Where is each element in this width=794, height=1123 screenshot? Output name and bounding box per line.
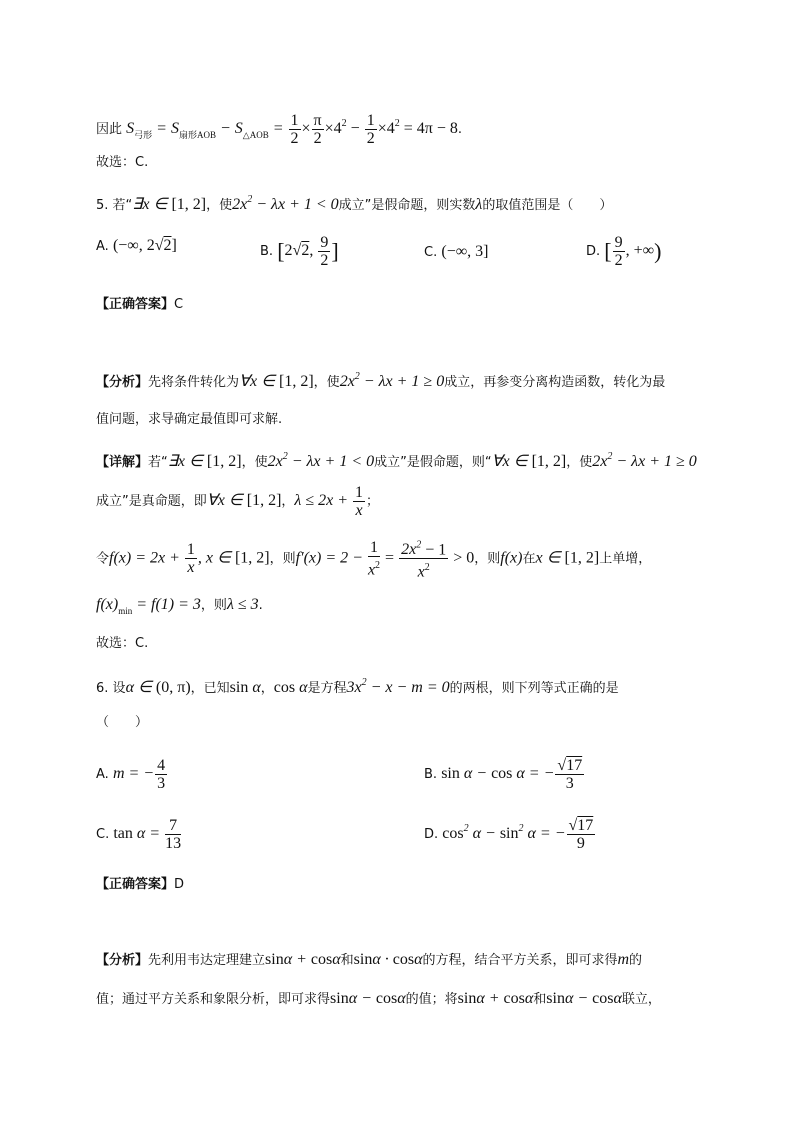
question-5: 5. 若“∃x ∈ [1, 2]，使$2x^2 - \lambda x + 1 < 0$成立”是假命题，则实数λ的取值范围是（ ）: [96, 194, 613, 213]
analysis-5-line2: 值问题，求导确定最值即可求解.: [96, 412, 283, 427]
q5-option-a: A. (−∞, 2√2]: [96, 237, 177, 254]
detail-5-line3: 令f(x) = 2x + $\frac{1}{x}$ , x ∈ [1, 2]，则f′(x) = 2 − $\frac{1}{x^2}$ = $\frac{2x^2 - 1}{x^2}$ > 0，则f(x)在x ∈ [1, 2]上单增，: [96, 537, 651, 581]
answer-6: 【正确答案】D: [96, 877, 185, 892]
q6-option-a: A. m = − $\frac{4}{3}$: [96, 757, 166, 792]
analysis-6-line1: 【分析】先利用韦达定理建立sinα + cosα和sinα · cosα的方程，结合平方关系，即可求得m的: [96, 951, 643, 968]
question-6: 6. 设α ∈ (0, π)，已知sin α，cos α是方程$3x^2 - x - m = 0$的两根，则下列等式正确的是: [96, 677, 619, 696]
choose-line-2: 故选：C.: [96, 636, 149, 651]
analysis-6-line2: 值；通过平方关系和象限分析，即可求得sinα − cosα的值；将sinα + cosα和sinα − cosα联立，: [96, 990, 661, 1007]
detail-5-line2: 成立”是真命题，即∀x ∈ [1, 2]，λ ≤ 2x + $\frac{1}{x}$ ；: [96, 484, 380, 519]
q6-option-c: C. tan α = $\frac{7}{13}$: [96, 817, 182, 852]
q5-option-c: C. (−∞, 3]: [424, 243, 489, 260]
choose-line: 故选：C.: [96, 155, 149, 170]
analysis-5-line1: 【分析】先将条件转化为∀x ∈ [1, 2]，使$2x^2 - \lambda x + 1 \ge 0$成立，再参变分离构造函数，转化为最: [96, 371, 666, 390]
question-6-bracket: （ ）: [96, 715, 149, 730]
answer-5: 【正确答案】C: [96, 297, 184, 312]
q5-option-b: B. [2√2, $\frac{9}{2}$ ]: [260, 234, 339, 269]
detail-5-line1: 【详解】若“∃x ∈ [1, 2]，使$2x^2 - \lambda x + 1 < 0$成立”是假命题，则“∀x ∈ [1, 2]，使$2x^2 - \lambda x + 1 \ge 0$: [96, 451, 697, 470]
q6-option-b: B. sin α − cos α = − $\frac{√17}{3}$: [424, 757, 583, 792]
detail-5-line4: $f(x)_{min} = f(1) = 3$，则λ ≤ 3.: [96, 596, 263, 616]
q5-option-d: D. [ $\frac{9}{2}$ , +∞): [586, 234, 662, 269]
q6-option-d: D. $\cos^2 \alpha - \sin^2 \alpha$ = − $\frac{√17}{9}$: [424, 817, 594, 852]
solution-line-area: 因此 $S_{弓形} = S_{扇形AOB} - S_{\triangle AOB}$ = $\frac{1}{2}$ × $\frac{\pi}{2}$ $\times 4^2$ − $\frac{1}{2}$ $\times 4^2 = 4\pi - 8$.: [96, 112, 462, 147]
